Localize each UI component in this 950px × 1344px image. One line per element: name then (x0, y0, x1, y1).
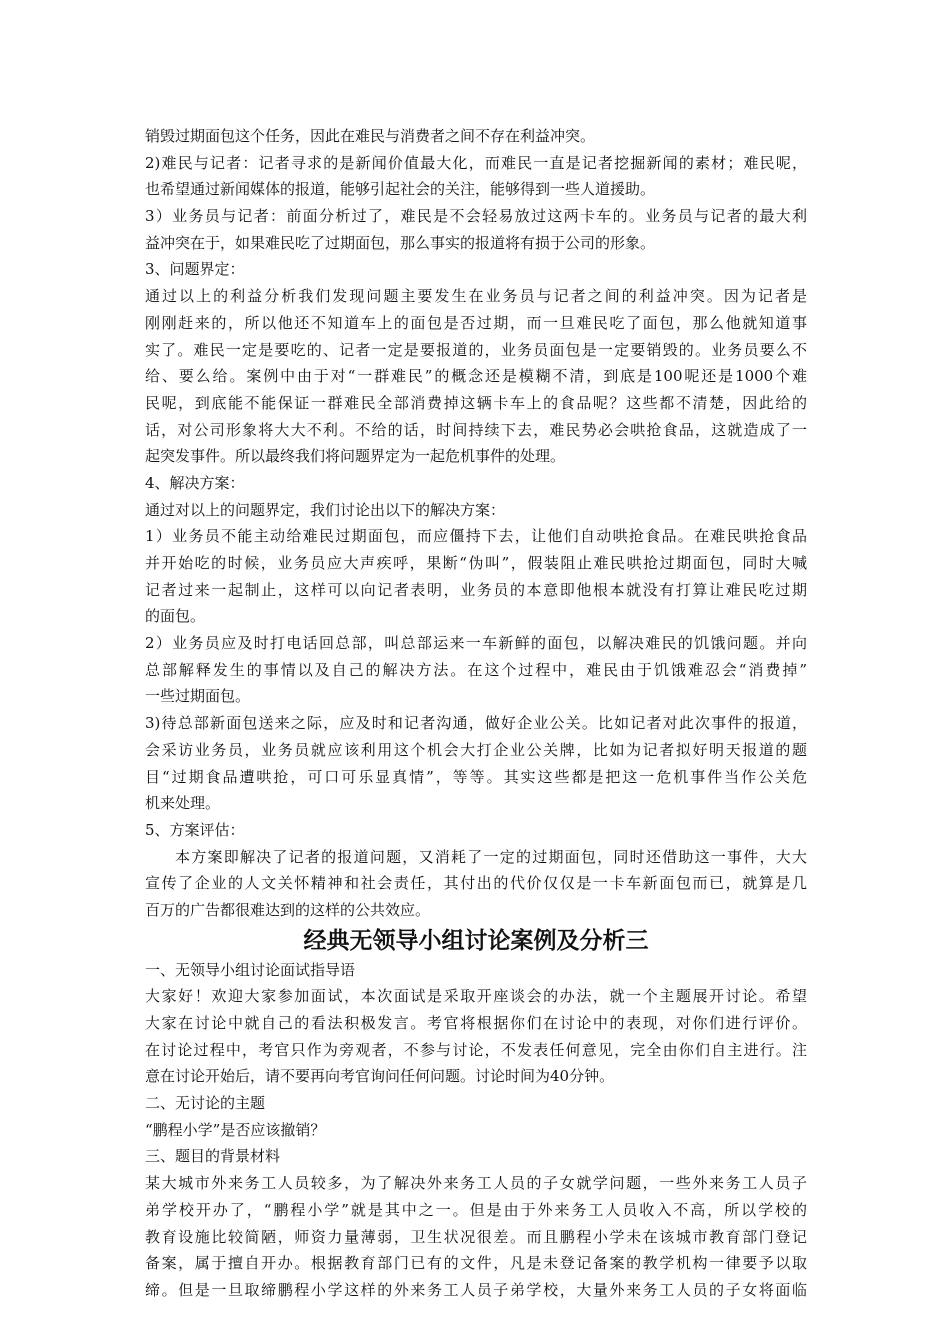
text-line: 通过以上的利益分析我们发现问题主要发生在业务员与记者之间的利益冲突。因为记者是 (145, 287, 807, 306)
text-line: 实了。难民一定是要吃的、记者一定是要报道的，业务员面包是一定要销毁的。业务员要么不 (145, 340, 807, 359)
text-line: 1）业务员不能主动给难民过期面包，而应僵持下去，让他们自动哄抢食品。在难民哄抢食品 (145, 527, 807, 546)
text-line: 弟学校开办了，“鹏程小学”就是其中之一。但是由于外来务工人员收入不高，所以学校的 (145, 1200, 807, 1219)
text-line: 民呢，到底能不能保证一群难民全部消费掉这辆卡车上的食品呢？这些都不清楚，因此给的 (145, 393, 807, 412)
text-line: 意在讨论开始后，请不要再向考官询问任何问题。讨论时间为40分钟。 (145, 1067, 615, 1086)
text-line: 并开始吃的时候，业务员应大声疾呼，果断“伪叫”，假装阻止难民哄抢过期面包，同时大喊 (145, 554, 807, 572)
text-line: 2）业务员应及时打电话回总部，叫总部运来一车新鲜的面包，以解决难民的饥饿问题。并向 (145, 634, 807, 653)
text-line: 大家好！欢迎大家参加面试，本次面试是采取开座谈会的办法，就一个主题展开讨论。希望 (145, 987, 807, 1006)
paragraph-evaluation (145, 844, 807, 924)
paragraph-instructions (145, 983, 807, 1090)
text-line: 宣传了企业的人文关怀精神和社会责任，其付出的代价仅仅是一卡车新面包而已，就算是几 (145, 874, 807, 893)
heading-problem-definition: 3、问题界定： (145, 260, 245, 279)
text-line: 总部解释发生的事情以及自己的解决方法。在这个过程中，难民由于饥饿难忍会“消费掉” (145, 660, 807, 679)
text-line: 大家在讨论中就自己的看法积极发言。考官将根据你们在讨论中的表现，对你们进行评价。 (145, 1014, 807, 1032)
text-line: 会采访业务员，业务员就应该利用这个机会大打企业公关牌，比如为记者拟好明天报道的题 (145, 740, 807, 759)
text-line: 记者过来一起制止，这样可以向记者表明，业务员的本意即他根本就没有打算让难民吃过期 (145, 580, 807, 599)
heading-evaluation: 5、方案评估： (145, 820, 245, 839)
case-three-title: 经典无领导小组讨论案例及分析三 (303, 927, 649, 954)
topic-question: “鹏程小学”是否应该撤销？ (145, 1120, 326, 1139)
heading-background: 三、题目的背景材料 (145, 1147, 281, 1166)
paragraph-solution-one (145, 523, 807, 630)
text-line: 益冲突在于，如果难民吃了过期面包，那么事实的报道将有损于公司的形象。 (145, 233, 656, 252)
text-line: 缔。但是一旦取缔鹏程小学这样的外来务工人员子弟学校，大量外来务工人员的子女将面临 (145, 1280, 807, 1299)
text-line: 话，对公司形象将大大不利。不给的话，时间持续下去，难民势必会哄抢食品，这就造成了一 (145, 420, 807, 439)
text-line: 的面包。 (145, 607, 206, 626)
text-line: 备案，属于擅自开办。根据教育部门已有的文件，凡是未登记备案的教学机构一律要予以取 (145, 1254, 807, 1273)
paragraph-solution-two (145, 630, 807, 710)
text-line: 给、要么给。案例中由于对“一群难民”的概念还是模糊不清，到底是100呢还是1000个难 (145, 367, 807, 386)
text-line: 3）业务员与记者：前面分析过了，难民是不会轻易放过这两卡车的。业务员与记者的最大利 (145, 207, 807, 226)
text-line: 本方案即解决了记者的报道问题，又消耗了一定的过期面包，同时还借助这一事件，大大 (175, 847, 807, 866)
heading-topic: 二、无讨论的主题 (145, 1094, 266, 1113)
text-line: 也希望通过新闻媒体的报道，能够引起社会的关注，能够得到一些人道援助。 (145, 180, 656, 199)
paragraph-background (145, 1170, 807, 1303)
text-line: 刚刚赶来的，所以他还不知道车上的面包是否过期，而一旦难民吃了面包，那么他就知道事 (145, 313, 807, 332)
paragraph-solution-three (145, 710, 807, 817)
paragraph-conflict-consumers (145, 123, 807, 150)
text-line: 某大城市外来务工人员较多，为了解决外来务工人员的子女就学问题，一些外来务工人员子 (145, 1174, 807, 1193)
text-line: 销毁过期面包这个任务，因此在难民与消费者之间不存在利益冲突。 (145, 127, 596, 145)
paragraph-solutions-intro: 通过对以上的问题界定，我们讨论出以下的解决方案： (145, 500, 506, 519)
heading-instructions: 一、无领导小组讨论面试指导语 (145, 960, 356, 979)
paragraph-refugees-reporters (145, 150, 807, 203)
text-line: 机来处理。 (145, 794, 221, 813)
paragraph-salesman-reporters (145, 203, 807, 256)
document-page (145, 123, 807, 1304)
text-line: 百万的广告都很难达到的这样的公共效应。 (145, 900, 431, 919)
paragraph-problem-definition (145, 283, 807, 470)
text-line: 起突发事件。所以最终我们将问题界定为一起危机事件的处理。 (145, 447, 566, 466)
text-line: 2)难民与记者：记者寻求的是新闻价值最大化，而难民一直是记者挖掘新闻的素材；难民呢， (145, 153, 807, 172)
text-line: 在讨论过程中，考官只作为旁观者，不参与讨论，不发表任何意见，完全由你们自主进行。注 (145, 1040, 807, 1059)
text-line: 教育设施比较简陋，师资力量薄弱，卫生状况很差。而且鹏程小学未在该城市教育部门登记 (145, 1227, 807, 1246)
text-line: 3)待总部新面包送来之际，应及时和记者沟通，做好企业公关。比如记者对此次事件的报道， (145, 714, 807, 733)
heading-solutions: 4、解决方案： (145, 473, 245, 492)
text-line: 一些过期面包。 (145, 687, 251, 706)
text-line: 目“过期食品遭哄抢，可口可乐显真情”，等等。其实这些都是把这一危机事件当作公关危 (145, 767, 807, 786)
